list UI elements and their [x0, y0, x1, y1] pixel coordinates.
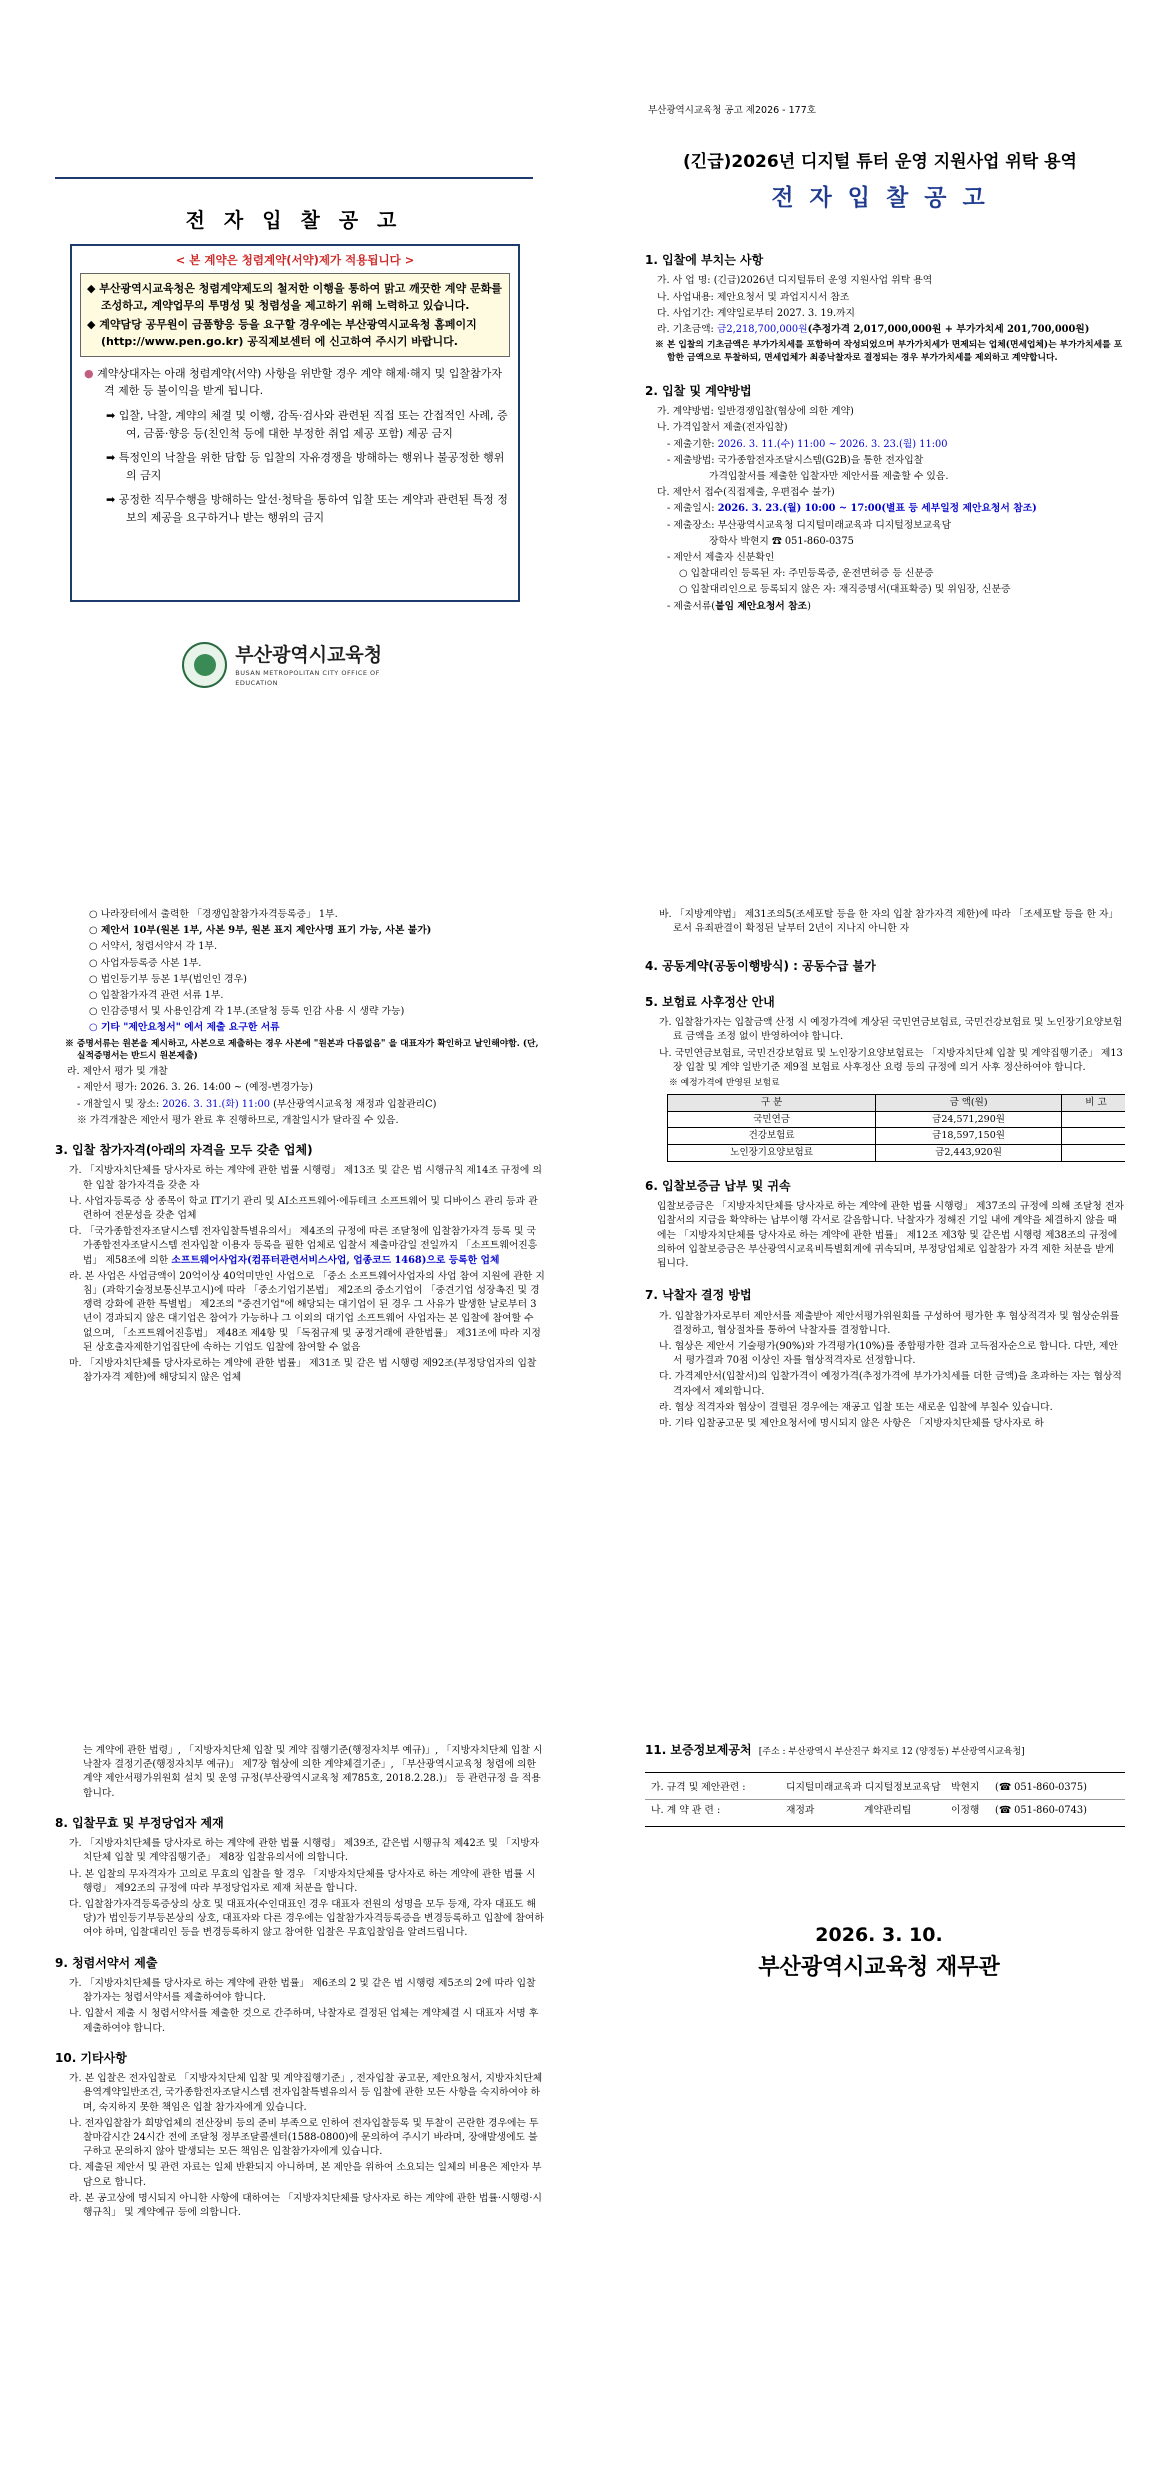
contact-row: 나. 계 약 관 련 : 재정과 계약관리팀 이정행 (☎ 051-860-0743)	[645, 1799, 1125, 1818]
section-heading: 11. 보증정보제공처	[645, 1743, 752, 1757]
signing-authority: 부산광역시교육청 재무관	[758, 1955, 1000, 1980]
emblem-icon	[182, 642, 227, 688]
section-heading: 9. 청렴서약서 제출	[55, 1955, 158, 1970]
guarantee-address: [주소 : 부산광역시 부산진구 화지로 12 (양정동) 부산광역시교육청]	[758, 1747, 1025, 1757]
logo-korean: 부산광역시교육청	[235, 643, 383, 666]
cover-title: 전 자 입 찰 공 고	[185, 208, 403, 232]
integrity-notice-item: ◆ 부산광역시교육청은 청렴계약제도의 철저한 이행을 통하여 맑고 깨끗한 계약 문화를 조성하고, 계약업무의 투명성 및 청렴성을 제고하기 위해 노력하고 있습니다.	[87, 281, 502, 312]
integrity-intro: ● 계약상대자는 아래 청렴계약(서약) 사항을 위반할 경우 계약 해제·해지 및 입찰참가자격 제한 등 불이익을 받게 됩니다.	[84, 366, 502, 398]
section-heading: 2. 입찰 및 계약방법	[645, 383, 752, 398]
section-heading: 1. 입찰에 부치는 사항	[645, 253, 764, 267]
integrity-notice-item: ◆ 계약담당 공무원이 금품향응 등을 요구할 경우에는 부산광역시교육청 홈페이지(http://www.pen.go.kr) 공직제보센터 에 신고하여 주시기 바랍니다.	[87, 317, 477, 348]
contact-row: 가. 규격 및 제안관련 : 디지털미래교육과 디지털정보교육담 박현지 (☎ 051-860-0375)	[651, 1782, 1087, 1793]
page-2-right-column: 바. 「지방계약법」 제31조의5(조세포탈 등을 한 자의 입찰 참가자격 제한)에 따라 「조세포탈 등을 한 자」 로서 유죄판결이 확정된 날부터 2년이 지나지 아니한 자 4. 공동계약(공동이행방식) : 공동수급 불가 5. 보험료 사후정산 안내 가. 입찰참가자는 입찰금액 산정 시 예정가격에 계상된 국민연금보험료, 국민건강보험료 및 노인장기요양보험료 금액을 조정 없이 반영하여야 합니다. 나. 국민연금보험료, 국민건강보험료 및 노인장기요양보험료는 「지방자치단체 입찰 및 계약집행기준」 제13장 입찰 및 계약 일반기준 제9절 보험료 사후정산 요령 등의 규정에 의거 사후 정산하여야 합니다. ※ 예정가격에 반영된 보험료 구 분 금 액(원) 비 고 국민연금 금24,571,290원 건강보험료 금18,597,150원 노인장기요양보험료 금2,443,920원 6. 입찰보증금 납부 및 귀속 입찰보증금은 「지방자치단체를 당사자로 하는 계약에 관한 법률 시행령」 제37조의 규정에 의해 조달청 전자입찰서의 지급을 확약하는 납부이행 각서로 갈음합니다. 낙찰자가 정해진 기일 내에 계약을 체결하지 않을 때에는 「지방자치단체를 당사자로 하는 계약에 관한 법률」 제12조 제3항 및 같은법 시행령 제38조의 규정에 의하여 입찰보증금은 부산광역시교육비특별회계에 귀속되며, 부정당업체로 입찰참가 자격 제한 처분을 받게 됩니다. 7. 낙찰자 결정 방법 가. 입찰참가자로부터 제안서를 제출받아 제안서평가위원회를 구성하여 평가한 후 협상적격자 및 협상순위를 결정하고, 협상절차를 통하여 낙찰자를 결정합니다. 나. 협상은 제안서 기술평가(90%)와 가격평가(10%)를 종합평가한 결과 고득점자순으로 합니다. 다만, 제안서 평가결과 70점 이상인 자를 협상적격자로 선정합니다. 다. 가격제안서(입찰서)의 입찰가격이 예정가격(추정가격에 부가가치세를 더한 금액)을 초과하는 자는 협상적격자에서 제외합니다. 라. 협상 적격자와 협상이 결렬된 경우에는 재공고 입찰 또는 새로운 입찰에 부칠수 있습니다. 마. 기타 입찰공고문 및 제안요청서에 명시되지 않은 사항은 「지방자치단체를 당사자로 하	[645, 906, 1125, 1626]
section-heading: 7. 낙찰자 결정 방법	[645, 1288, 752, 1303]
office-logo	[182, 640, 422, 690]
page-3	[0, 1652, 1168, 2478]
logo-english: BUSAN METROPOLITAN CITY OFFICE OF EDUCATION	[235, 669, 380, 687]
integrity-rule: ➡ 입찰, 낙찰, 계약의 체결 및 이행, 감독·검사와 관련된 직접 또는 간접적인 사례, 증여, 금품·향응 등(친인척 등에 대한 부정한 취업 제공 포함) 제공 금지	[106, 409, 508, 440]
notice-number: 부산광역시교육청 공고 제2026 - 177호	[648, 105, 816, 116]
section-heading: 8. 입찰무효 및 부정당업자 제재	[55, 1815, 224, 1830]
circle-bullet-icon: ●	[84, 366, 98, 380]
contact-table	[645, 1772, 1125, 1827]
page-3-right-column	[645, 1742, 1125, 2142]
section-1-2-column: 1. 입찰에 부치는 사항 가. 사 업 명: (긴급)2026년 디지털튜터 운영 지원사업 위탁 용역 나. 사업내용: 제안요청서 및 과업지시서 참조 다. 사업기간: 계약일로부터 2027. 3. 19.까지 라. 기초금액: 금2,218,700,000원(추정가격 2,017,000,000원 + 부가가치세 201,700,000원) ※ 본 입찰의 기초금액은 부가가치세를 포함하여 작성되었으며 부가가치세가 면제되는 업체(면세업체)는 부가가치세를 포함한 금액으로 투찰하되, 면세업체가 최종낙찰자로 결정되는 경우 부가가치세를 제외하고 계약합니다. 2. 입찰 및 계약방법 가. 계약방법: 일반경쟁입찰(협상에 의한 계약) 나. 가격입찰서 제출(전자입찰) - 제출기한: 2026. 3. 11.(수) 11:00 ~ 2026. 3. 23.(월) 11:00 - 제출방법: 국가종합전자조달시스템(G2B)을 통한 전자입찰 가격입찰서를 제출한 입찰자만 제안서를 제출할 수 있음. 다. 제안서 접수(직접제출, 우편접수 불가) - 제출일시: 2026. 3. 23.(월) 10:00 ~ 17:00(별표 등 세부일정 제안요청서 참조) - 제출장소: 부산광역시교육청 디지털미래교육과 디지털정보교육담 장학사 박현지 ☎ 051-860-0375 - 제안서 제출자 신분확인 ○ 입찰대리인 등록된 자: 주민등록증, 운전면허증 등 신분증 ○ 입찰대리인으로 등록되지 않은 자: 재직증명서(대표확증) 및 위임장, 신분증 - 제출서류(붙임 제안요청서 참조)	[645, 240, 1125, 820]
cover-top-rule	[55, 177, 533, 179]
integrity-rule: ➡ 특정인의 낙찰을 위한 담합 등 입찰의 자유경쟁을 방해하는 행위나 불공정한 행위의 금지	[106, 451, 505, 482]
table-row: 국민연금 금24,571,290원	[668, 1111, 1126, 1128]
integrity-notice	[80, 273, 510, 357]
integrity-contract-box	[70, 244, 520, 602]
arrow-right-icon: ➡	[106, 409, 119, 423]
arrow-right-icon: ➡	[106, 493, 119, 507]
diamond-bullet-icon: ◆	[87, 317, 100, 331]
section-heading: 6. 입찰보증금 납부 및 귀속	[645, 1178, 791, 1193]
page-2	[0, 826, 1168, 1652]
table-row: 건강보험료 금18,597,150원	[668, 1128, 1126, 1145]
notice-date: 2026. 3. 10.	[815, 1924, 943, 1946]
document-subtitle: 전 자 입 찰 공 고	[771, 185, 989, 211]
page-3-left-column: 는 계약에 관한 법령」, 「지방자치단체 입찰 및 계약 집행기준(행정자치부 예규)」, 「지방자치단체 입찰 시 낙찰자 결정기준(행정자치부 예규)」 제7장 협상에 의한 계약체결기준」, 「부산광역시교육청 청렴에 의한 계약 제안서평가위원회 설치 및 운영 규정(부산광역시교육청 제785호, 2018.2.28.)」 등 관련규정 을 적용합니다. 8. 입찰무효 및 부정당업자 제재 가. 「지방자치단체를 당사자로 하는 계약에 관한 법률 시행령」 제39조, 같은법 시행규칙 제42조 및 「지방자치단체 입찰 및 계약집행기준」 제8장 입찰유의서에 의합니다. 나. 본 입찰의 무자격자가 고의로 무효의 입찰을 할 경우 「지방자치단체를 당사자로 하는 계약에 관한 법률 시행령」 제92조의 규정에 따라 부정당업자로 제재 처분을 합니다. 다. 입찰참가자격등록증상의 상호 및 대표자(수인대표인 경우 대표자 전원의 성명을 모두 등재, 각자 대표도 해당)가 법인등기부등본상의 상호, 대표자와 다른 경우에는 입찰참가자격등록증을 변경등록하고 입찰에 참여하여야 하며, 입찰대리인 등을 변경등록하지 않고 참여한 입찰은 무효입찰임을 알려드립니다. 9. 청렴서약서 제출 가. 「지방자치단체를 당사자로 하는 계약에 관한 법률」 제6조의 2 및 같은 법 시행령 제5조의 2에 따라 입찰참가자는 청렴서약서를 제출하여야 합니다. 나. 입찰서 제출 시 청렴서약서를 제출한 것으로 간주하며, 낙찰자로 결정된 업체는 계약체결 시 대표자 서명 후 제출하여야 합니다. 10. 기타사항 가. 본 입찰은 전자입찰로 「지방자치단체 입찰 및 계약집행기준」, 전자입찰 공고문, 제안요청서, 지방자치단체 용역계약일반조건, 국가종합전자조달시스템 전자입찰특별유의서 등 입찰에 관한 모든 사항을 숙지하여야 하며, 숙지하지 못한 책임은 입찰 참가자에게 있습니다. 나. 전자입찰참가 희망업체의 전산장비 등의 준비 부족으로 인하여 전자입찰등록 및 투찰이 곤란한 경우에는 투찰마감시간 24시간 전에 조달청 정부조달콜센터(1588-0800)에 문의하여 주시기 바라며, 장애발생에도 불구하고 문의하지 않아 발생되는 모든 책임은 입찰참가자에게 있습니다. 다. 제출된 제안서 및 관련 자료는 일체 반환되지 아니하며, 본 제안을 위하여 소요되는 일체의 비용은 제안자 부담으로 합니다. 라. 본 공고상에 명시되지 아니한 사항에 대하여는 「지방자치단체를 당사자로 하는 계약에 관한 법률·시행령·시행규칙」 및 계약예규 등에 의합니다.	[55, 1745, 544, 2219]
page-1	[0, 0, 1168, 826]
document-title: (긴급)2026년 디지털 튜터 운영 지원사업 위탁 용역	[683, 152, 1077, 172]
integrity-banner: < 본 계약은 청렴계약(서약)제가 적용됩니다 >	[175, 253, 415, 267]
table-header-row: 구 분 금 액(원) 비 고	[668, 1094, 1126, 1111]
vat-note: ※ 본 입찰의 기초금액은 부가가치세를 포함하여 작성되었으며 부가가치세가 면제되는 업체(면세업체)는 부가가치세를 포함한 금액으로 투찰하되, 면세업체가 최종낙찰자로 결정되는 경우 부가가치세를 제외하고 계약합니다.	[655, 340, 1123, 363]
table-row: 노인장기요양보험료 금2,443,920원	[668, 1145, 1126, 1162]
arrow-right-icon: ➡	[106, 451, 119, 465]
page-2-left-column: ○ 나라장터에서 출력한 「경쟁입찰참가자격등록증」 1부. ○ 제안서 10부(원본 1부, 사본 9부, 원본 표지 제안사명 표기 가능, 사본 불가) ○ 서약서, 청렴서약서 각 1부. ○ 사업자등록증 사본 1부. ○ 법인등기부 등본 1부(법인인 경우) ○ 입찰참가자격 관련 서류 1부. ○ 인감증명서 및 사용인감계 각 1부.(조달청 등록 인감 사용 시 생략 가능) ○ 기타 "제안요청서" 에서 제출 요구한 서류 ※ 증명서류는 원본을 제시하고, 사본으로 제출하는 경우 사본에 "원본과 다름없음" 을 대표자가 확인하고 날인해야함. (단, 실적증명서는 반드시 원본제출) 라. 제안서 평가 및 개찰 - 제안서 평가: 2026. 3. 26. 14:00 ~ (예정-변경가능) - 개찰일시 및 장소: 2026. 3. 31.(화) 11:00 (부산광역시교육청 재정과 입찰관리C) ※ 가격개찰은 제안서 평가 완료 후 진행하므로, 개찰일시가 달라질 수 있음. 3. 입찰 참가자격(아래의 자격을 모두 갖춘 업체) 가. 「지방자치단체를 당사자로 하는 계약에 관한 법률 시행령」 제13조 및 같은 법 시행규칙 제14조 규정에 의한 입찰 참가자격을 갖춘 자 나. 사업자등록증 상 종목이 학교 IT기기 관리 및 AI소프트웨어·에듀테크 소프트웨어 및 디바이스 관리 등과 관련하여 전문성을 갖춘 업체 다. 「국가종합전자조달시스템 전자입찰특별유의서」 제4조의 규정에 따른 조달청에 입찰참가자격 등록 및 국가종합전자조달시스템 전자입찰 이용자 등록을 필한 업체로 입찰서 제출마감일 전일까지 「소프트웨어진흥법」 제58조에 의한 소프트웨어사업자(컴퓨터관련서비스사업, 업종코드 1468)으로 등록한 업체 라. 본 사업은 사업금액이 20억이상 40억미만인 사업으로 「중소 소프트웨어사업자의 사업 참여 지원에 관한 지침」(과학기술정보통신부고시)에 따라 「중소기업기본법」 제2조의 중소기업이 「중견기업 성장촉진 및 경쟁력 강화에 관한 특별법」 제2조의 "중견기업"에 해당되는 대기업이 된 경우 그 사유가 발생한 날로부터 3년이 경과되지 않은 대기업은 참여가 가능하나 그 이외의 대기업 소프트웨어 사업자는 본 입찰에 참여할 수 없으며, 「소프트웨어진흥법」 제48조 제4항 및 「독점규제 및 공정거래에 관한법률」 제31조에 따라 지정된 상호출자제한기업집단에 속하는 기업도 입찰에 참여할 수 없음 마. 「지방자치단체를 당사자로하는 계약에 관한 법률」 제31조 및 같은 법 시행령 제92조(부정당업자의 입찰참가자격 제한)에 해당되지 않은 업체	[55, 909, 545, 1384]
section-heading: 4. 공동계약(공동이행방식) : 공동수급 불가	[645, 959, 876, 974]
diamond-bullet-icon: ◆	[87, 281, 100, 295]
integrity-rule: ➡ 공정한 직무수행을 방해하는 알선·청탁을 통하여 입찰 또는 계약과 관련된 특정 정보의 제공을 요구하거나 받는 행위의 금지	[106, 493, 508, 525]
section-heading: 5. 보험료 사후정산 안내	[645, 994, 775, 1009]
section-heading: 10. 기타사항	[55, 2050, 127, 2065]
insurance-table	[667, 1094, 1125, 1162]
section-heading: 3. 입찰 참가자격(아래의 자격을 모두 갖춘 업체)	[55, 1142, 313, 1157]
